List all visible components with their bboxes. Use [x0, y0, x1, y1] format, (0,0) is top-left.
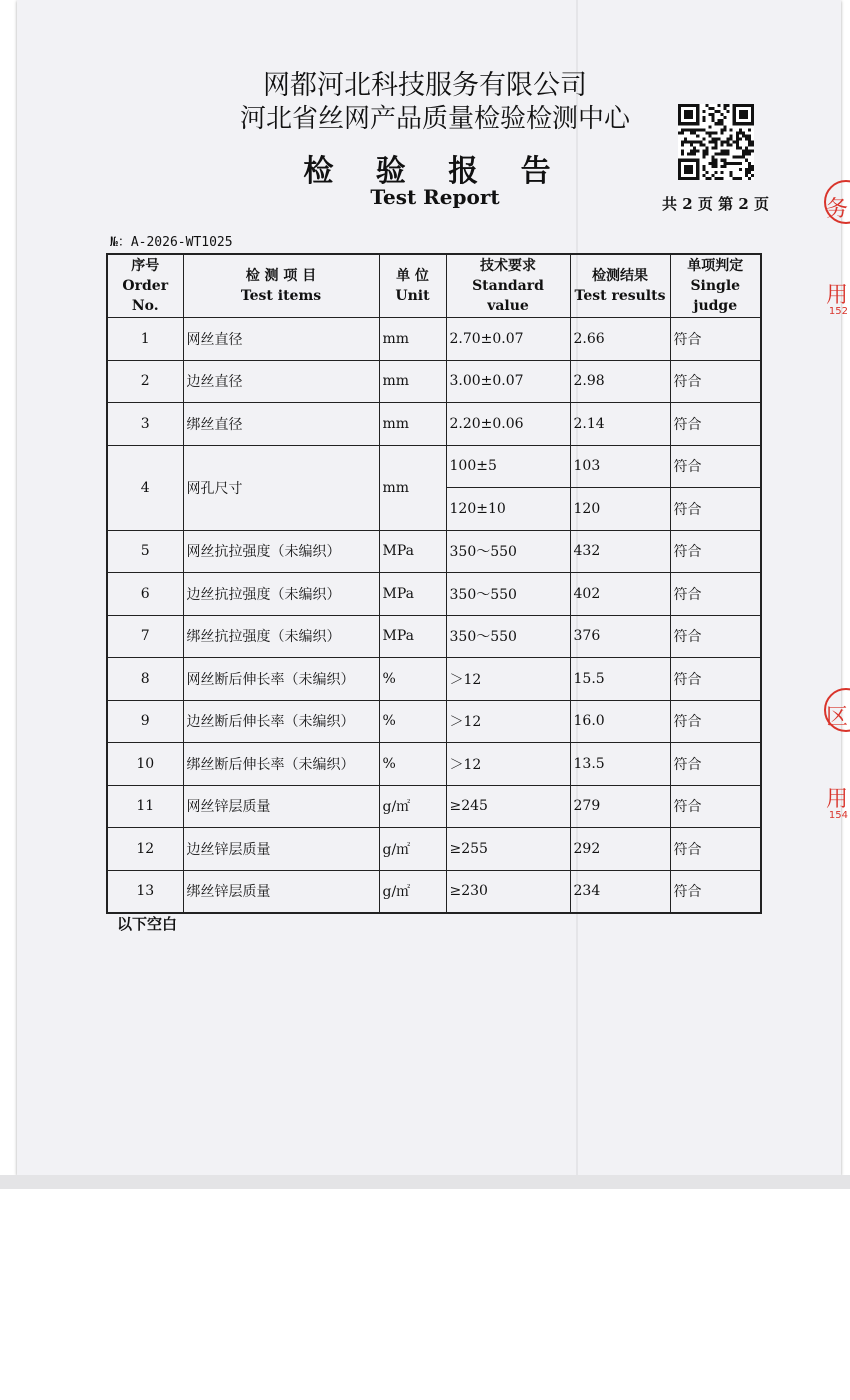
cell-item: 网丝直径	[183, 318, 379, 361]
cell-judge: 符合	[670, 318, 761, 361]
cell-item: 边丝锌层质量	[183, 828, 379, 871]
table-row	[107, 743, 761, 786]
cell-unit: MPa	[379, 615, 446, 658]
table-row	[107, 700, 761, 743]
cell-result: 120	[570, 488, 670, 531]
cell-result: 376	[570, 615, 670, 658]
cell-order: 3	[107, 403, 183, 446]
cell-item: 边丝抗拉强度（未编织）	[183, 573, 379, 616]
cell-order: 12	[107, 828, 183, 871]
cell-judge: 符合	[670, 530, 761, 573]
cell-item: 绑丝抗拉强度（未编织）	[183, 615, 379, 658]
cell-standard: ≥230	[446, 870, 570, 913]
cell-standard: 2.20±0.06	[446, 403, 570, 446]
cell-item: 网丝锌层质量	[183, 785, 379, 828]
cell-order: 7	[107, 615, 183, 658]
cell-standard: 120±10	[446, 488, 570, 531]
cell-unit: %	[379, 700, 446, 743]
report-title-en: Test Report	[370, 185, 500, 209]
seal-fragment: 务	[825, 197, 848, 222]
cell-unit: MPa	[379, 530, 446, 573]
cell-result: 2.14	[570, 403, 670, 446]
cell-judge: 符合	[670, 615, 761, 658]
cell-result: 2.98	[570, 360, 670, 403]
cell-unit: mm	[379, 445, 446, 530]
test-results-table	[106, 253, 762, 914]
cell-judge: 符合	[670, 828, 761, 871]
cell-item: 绑丝直径	[183, 403, 379, 446]
cell-item: 网孔尺寸	[183, 445, 379, 530]
cell-judge: 符合	[670, 658, 761, 701]
cell-order: 11	[107, 785, 183, 828]
cell-item: 网丝抗拉强度（未编织）	[183, 530, 379, 573]
cell-judge: 符合	[670, 573, 761, 616]
cell-result: 16.0	[570, 700, 670, 743]
cell-standard: ＞12	[446, 700, 570, 743]
report-number: №：A-2026-WT1025	[110, 235, 233, 250]
seal-fragment: 152	[828, 306, 848, 317]
cell-result: 103	[570, 445, 670, 488]
cell-unit: %	[379, 658, 446, 701]
cell-judge: 符合	[670, 445, 761, 488]
report-title: 检 验 报 告	[303, 154, 567, 189]
table-row	[107, 360, 761, 403]
cell-result: 13.5	[570, 743, 670, 786]
cell-result: 279	[570, 785, 670, 828]
cell-unit: mm	[379, 403, 446, 446]
seal-fragment: 用	[825, 283, 848, 308]
cell-standard: 3.00±0.07	[446, 360, 570, 403]
table-row	[107, 658, 761, 701]
seal-fragment: 154	[828, 810, 848, 821]
blank-below-note: 以下空白	[117, 915, 178, 933]
cell-unit: g/㎡	[379, 785, 446, 828]
cell-standard: 350～550	[446, 615, 570, 658]
cell-unit: %	[379, 743, 446, 786]
cell-order: 4	[107, 445, 183, 530]
table-row	[107, 870, 761, 913]
cell-unit: g/㎡	[379, 828, 446, 871]
page-indicator: 共 2 页 第 2 页	[662, 195, 769, 213]
table-header	[107, 254, 761, 318]
col-header-judge: 单项判定 Single judge	[670, 254, 761, 318]
table-row	[107, 615, 761, 658]
cell-item: 绑丝锌层质量	[183, 870, 379, 913]
col-header-item: 检 测 项 目 Test items	[183, 254, 379, 318]
table-row	[107, 785, 761, 828]
cell-result: 292	[570, 828, 670, 871]
cell-order: 2	[107, 360, 183, 403]
cell-unit: MPa	[379, 573, 446, 616]
cell-unit: g/㎡	[379, 870, 446, 913]
center-name: 河北省丝网产品质量检验检测中心	[239, 104, 630, 134]
cell-item: 绑丝断后伸长率（未编织）	[183, 743, 379, 786]
cell-result: 234	[570, 870, 670, 913]
cell-order: 6	[107, 573, 183, 616]
col-header-result: 检测结果 Test results	[570, 254, 670, 318]
cell-judge: 符合	[670, 743, 761, 786]
cell-judge: 符合	[670, 360, 761, 403]
cell-order: 5	[107, 530, 183, 573]
cell-standard: 2.70±0.07	[446, 318, 570, 361]
cell-unit: mm	[379, 360, 446, 403]
scanner-shadow	[0, 1175, 850, 1189]
cell-item: 网丝断后伸长率（未编织）	[183, 658, 379, 701]
cell-standard: ＞12	[446, 743, 570, 786]
cell-result: 432	[570, 530, 670, 573]
seal-fragment: 用	[825, 787, 848, 812]
cell-standard: ≥245	[446, 785, 570, 828]
col-header-unit: 单 位 Unit	[379, 254, 446, 318]
cell-result: 2.66	[570, 318, 670, 361]
cell-standard: ≥255	[446, 828, 570, 871]
cell-result: 15.5	[570, 658, 670, 701]
col-header-order: 序号 Order No.	[107, 254, 183, 318]
cell-standard: ＞12	[446, 658, 570, 701]
cell-judge: 符合	[670, 785, 761, 828]
cell-unit: mm	[379, 318, 446, 361]
cell-order: 9	[107, 700, 183, 743]
seal-fragment: 区	[825, 705, 848, 730]
company-name: 网都河北科技服务有限公司	[263, 70, 587, 101]
col-header-standard: 技术要求 Standard value	[446, 254, 570, 318]
cell-standard: 350～550	[446, 530, 570, 573]
cell-judge: 符合	[670, 403, 761, 446]
cell-item: 边丝断后伸长率（未编织）	[183, 700, 379, 743]
qr-code-icon	[678, 104, 754, 180]
table-row	[107, 403, 761, 446]
cell-judge: 符合	[670, 700, 761, 743]
table-row	[107, 573, 761, 616]
cell-judge: 符合	[670, 870, 761, 913]
cell-judge: 符合	[670, 488, 761, 531]
cell-standard: 100±5	[446, 445, 570, 488]
cell-item: 边丝直径	[183, 360, 379, 403]
cell-order: 10	[107, 743, 183, 786]
table-row	[107, 828, 761, 871]
cell-order: 8	[107, 658, 183, 701]
table-row	[107, 445, 761, 488]
cell-standard: 350～550	[446, 573, 570, 616]
table-row	[107, 530, 761, 573]
cell-result: 402	[570, 573, 670, 616]
cell-order: 1	[107, 318, 183, 361]
cell-order: 13	[107, 870, 183, 913]
table-row	[107, 318, 761, 361]
